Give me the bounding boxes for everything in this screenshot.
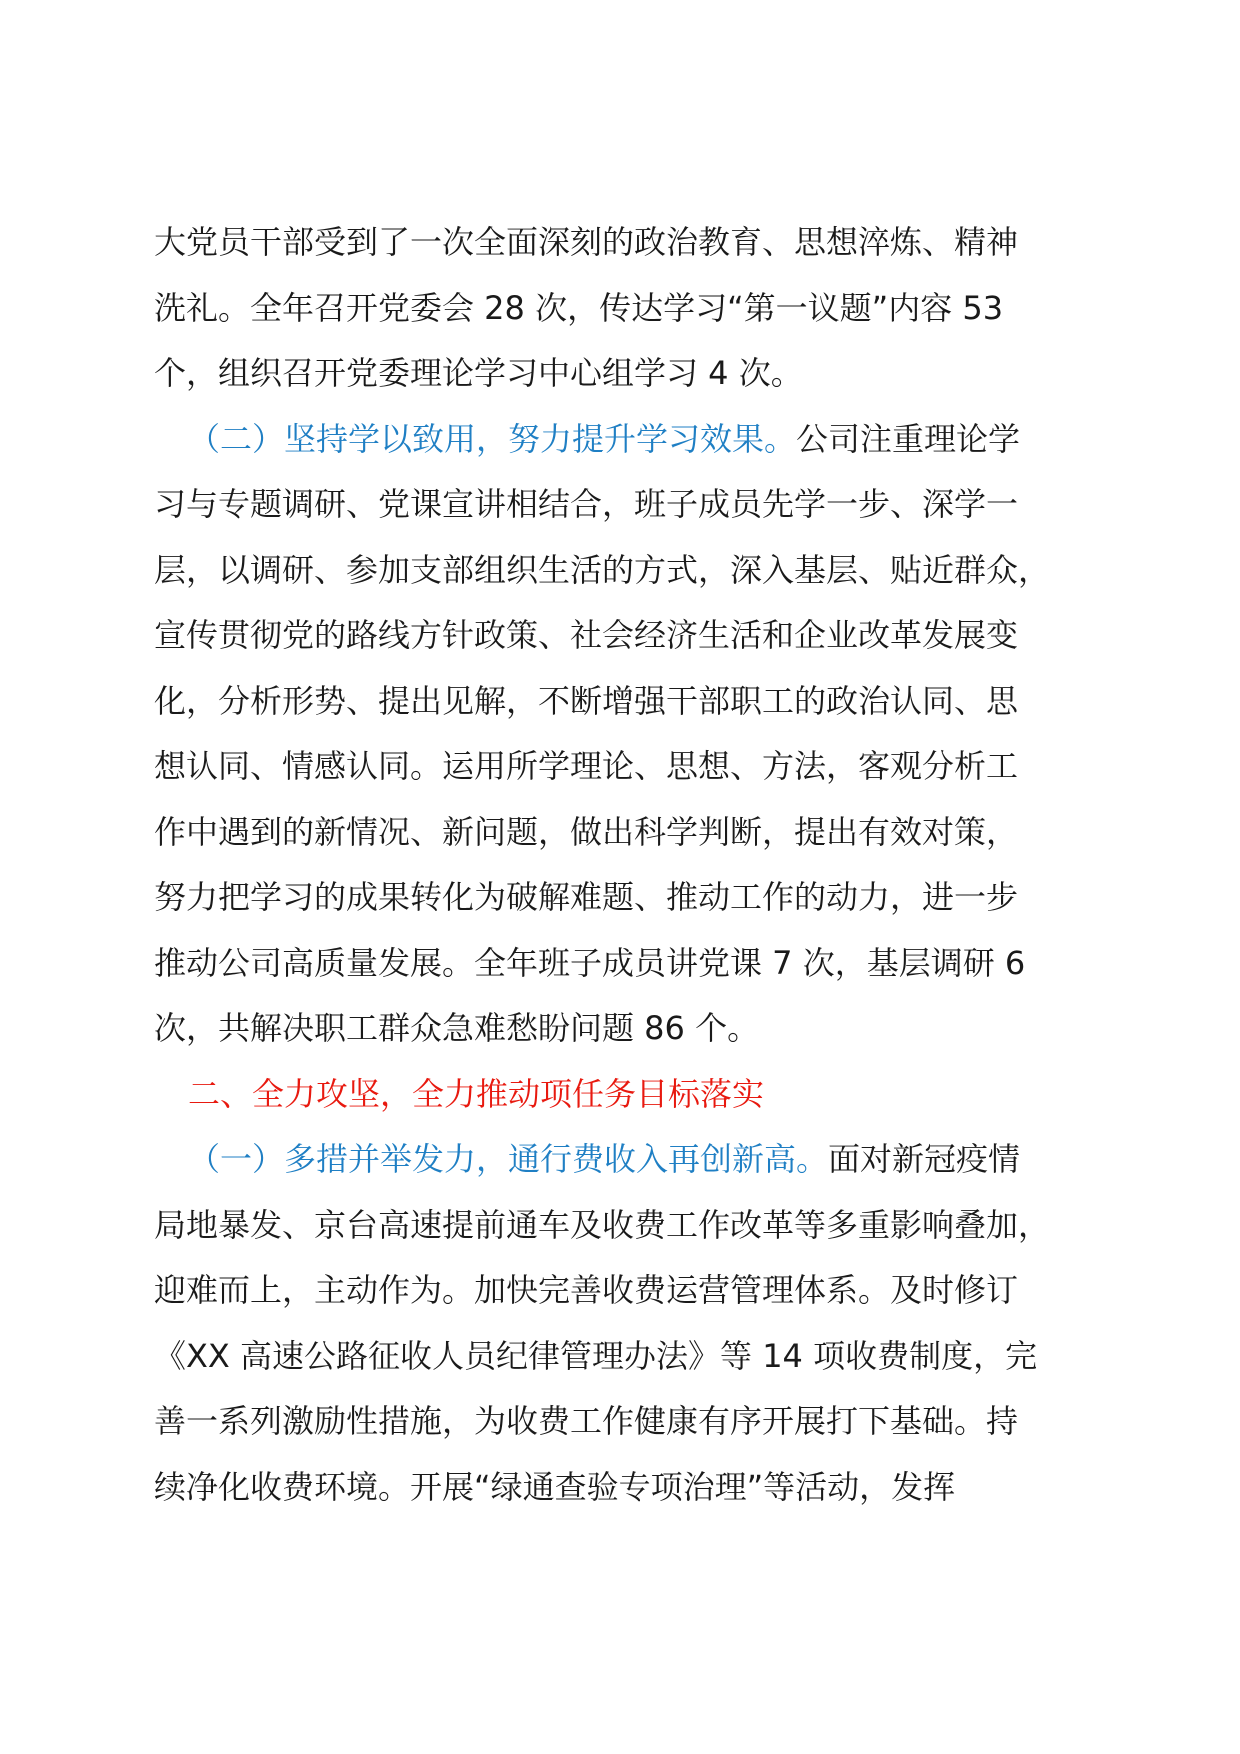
body-text: 次，共解决职工群众急难愁盼问题 86 个。 <box>154 1009 760 1047</box>
paragraph-line <box>154 603 1094 669</box>
body-text: 推动公司高质量发展。全年班子成员讲党课 7 次，基层调研 6 <box>154 943 1026 982</box>
body-text: 迎难而上，主动作为。加快完善收费运营管理体系。及时修订 <box>154 1271 1019 1309</box>
section-heading: 二、全力攻坚，全力推动项任务目标落实 <box>188 1074 765 1113</box>
subsection-heading: （一）多措并举发力，通行费收入再创新高。 <box>188 1140 829 1178</box>
body-text: 续净化收费环境。开展“绿通查验专项治理”等活动，发挥 <box>154 1467 956 1506</box>
body-text: 努力把学习的成果转化为破解难题、推动工作的动力，进一步 <box>154 878 1019 916</box>
paragraph-line <box>154 1389 1094 1455</box>
body-text: 《XX 高速公路征收人员纪律管理办法》等 14 项收费制度，完 <box>154 1336 1038 1375</box>
paragraph-line <box>154 996 1094 1062</box>
subsection-heading: （二）坚持学以致用，努力提升学习效果。 <box>188 419 797 458</box>
paragraph-line <box>154 931 1094 997</box>
paragraph-line <box>154 538 1094 604</box>
body-text: 局地暴发、京台高速提前通车及收费工作改革等多重影响叠加， <box>154 1205 1051 1244</box>
body-text: 大党员干部受到了一次全面深刻的政治教育、思想淬炼、精神 <box>154 223 1019 261</box>
paragraph-line <box>154 865 1094 931</box>
body-text: 宣传贯彻党的路线方针政策、社会经济生活和企业改革发展变 <box>154 616 1019 654</box>
body-text: 个，组织召开党委理论学习中心组学习 4 次。 <box>154 354 803 392</box>
body-text: 面对新冠疫情 <box>828 1140 1021 1178</box>
paragraph-line <box>154 210 1094 276</box>
paragraph-line <box>154 1455 1094 1521</box>
paragraph-line <box>154 1062 1094 1128</box>
paragraph-line <box>154 1193 1094 1259</box>
paragraph-line <box>154 800 1094 866</box>
paragraph-line <box>154 407 1094 473</box>
paragraph-line <box>154 669 1094 735</box>
body-text: 洗礼。全年召开党委会 28 次，传达学习“第一议题”内容 53 <box>154 288 1004 327</box>
body-text: 层，以调研、参加支部组织生活的方式，深入基层、贴近群众， <box>154 550 1051 589</box>
paragraph-line <box>154 734 1094 800</box>
body-text: 作中遇到的新情况、新问题，做出科学判断，提出有效对策， <box>154 812 1019 851</box>
paragraph-line <box>154 472 1094 538</box>
body-text: 想认同、情感认同。运用所学理论、思想、方法，客观分析工 <box>154 747 1019 785</box>
paragraph-line <box>154 1127 1094 1193</box>
body-text: 善一系列激励性措施，为收费工作健康有序开展打下基础。持 <box>154 1402 1019 1440</box>
body-text: 公司注重理论学 <box>796 419 1021 458</box>
document-page <box>154 210 1094 1520</box>
paragraph-line <box>154 1324 1094 1390</box>
body-text: 习与专题调研、党课宣讲相结合，班子成员先学一步、深学一 <box>154 485 1019 523</box>
body-text: 化，分析形势、提出见解，不断增强干部职工的政治认同、思 <box>154 681 1019 720</box>
paragraph-line <box>154 1258 1094 1324</box>
paragraph-line <box>154 276 1094 342</box>
paragraph-line <box>154 341 1094 407</box>
